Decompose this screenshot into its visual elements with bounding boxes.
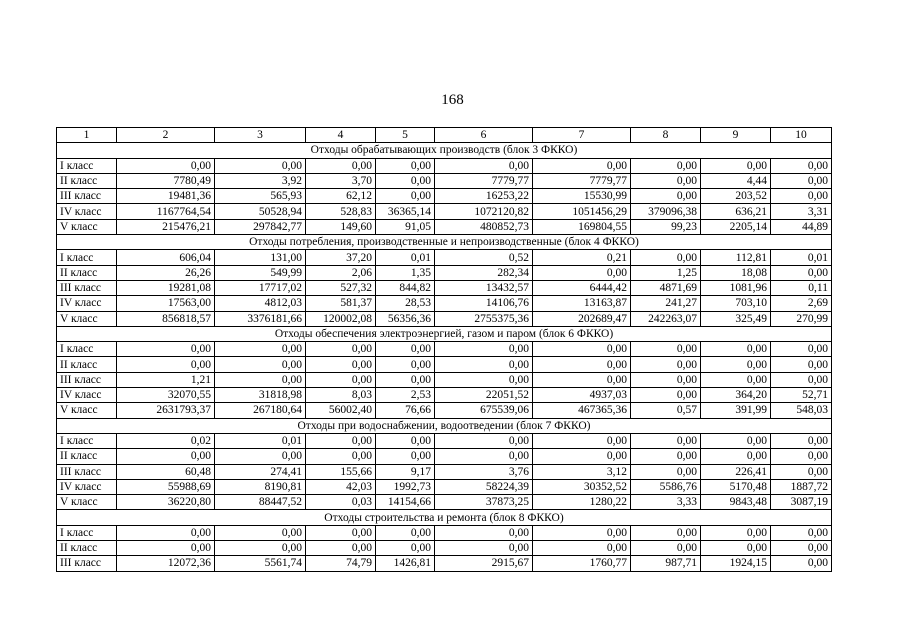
value-cell: 0,00 [215,158,306,173]
value-cell: 0,00 [533,541,631,556]
hazard-class-cell: I класс [57,433,117,448]
value-cell: 60,48 [117,464,215,479]
value-cell: 3376181,66 [215,311,306,326]
value-cell: 2,53 [376,388,435,403]
value-cell: 226,41 [701,464,771,479]
value-cell: 528,83 [306,204,376,219]
value-cell: 76,66 [376,403,435,418]
hazard-class-cell: II класс [57,357,117,372]
value-cell: 480852,73 [435,219,533,234]
column-header: 10 [771,128,832,143]
value-cell: 1072120,82 [435,204,533,219]
value-cell: 88447,52 [215,495,306,510]
value-cell: 7779,77 [533,173,631,188]
hazard-class-cell: II класс [57,541,117,556]
section-title: Отходы при водоснабжении, водоотведении (блок 7 ФККО) [57,418,832,433]
value-cell: 12072,36 [117,556,215,571]
value-cell: 0,00 [435,342,533,357]
value-cell: 0,00 [215,357,306,372]
value-cell: 581,37 [306,296,376,311]
value-cell: 3,33 [631,495,701,510]
value-cell: 0,00 [376,173,435,188]
value-cell: 0,00 [306,357,376,372]
value-cell: 99,23 [631,219,701,234]
value-cell: 636,21 [701,204,771,219]
value-cell: 0,01 [376,250,435,265]
value-cell: 267180,64 [215,403,306,418]
value-cell: 15530,99 [533,189,631,204]
section-title: Отходы потребления, производственные и непроизводственные (блок 4 ФККО) [57,235,832,250]
value-cell: 5561,74 [215,556,306,571]
value-cell: 0,00 [701,433,771,448]
value-cell: 112,81 [701,250,771,265]
value-cell: 0,00 [701,449,771,464]
value-cell: 215476,21 [117,219,215,234]
value-cell: 55988,69 [117,479,215,494]
value-cell: 1924,15 [701,556,771,571]
table-row [57,357,832,372]
value-cell: 0,00 [215,541,306,556]
value-cell: 0,00 [376,357,435,372]
value-cell: 42,03 [306,479,376,494]
table-row [57,464,832,479]
value-cell: 0,00 [306,342,376,357]
value-cell: 0,21 [533,250,631,265]
value-cell: 32070,55 [117,388,215,403]
value-cell: 17563,00 [117,296,215,311]
value-cell: 2631793,37 [117,403,215,418]
value-cell: 0,00 [771,342,832,357]
value-cell: 0,00 [771,372,832,387]
value-cell: 0,00 [117,449,215,464]
value-cell: 0,00 [771,525,832,540]
value-cell: 120002,08 [306,311,376,326]
value-cell: 527,32 [306,280,376,295]
table-row [57,158,832,173]
value-cell: 0,00 [533,433,631,448]
table-row [57,388,832,403]
value-cell: 0,00 [771,189,832,204]
value-cell: 2915,67 [435,556,533,571]
value-cell: 1426,81 [376,556,435,571]
value-cell: 0,01 [215,433,306,448]
value-cell: 241,27 [631,296,701,311]
table-row [57,342,832,357]
section-header-row [57,326,832,341]
value-cell: 18,08 [701,265,771,280]
value-cell: 0,00 [771,173,832,188]
value-cell: 0,00 [376,449,435,464]
value-cell: 62,12 [306,189,376,204]
value-cell: 987,71 [631,556,701,571]
value-cell: 548,03 [771,403,832,418]
value-cell: 56356,36 [376,311,435,326]
value-cell: 3,70 [306,173,376,188]
value-cell: 203,52 [701,189,771,204]
value-cell: 131,00 [215,250,306,265]
value-cell: 2755375,36 [435,311,533,326]
value-cell: 0,00 [376,342,435,357]
value-cell: 3,76 [435,464,533,479]
hazard-class-cell: IV класс [57,388,117,403]
value-cell: 0,00 [306,372,376,387]
value-cell: 0,00 [117,357,215,372]
value-cell: 0,00 [771,541,832,556]
value-cell: 4871,69 [631,280,701,295]
value-cell: 242263,07 [631,311,701,326]
table-row [57,250,832,265]
table-row [57,541,832,556]
hazard-class-cell: III класс [57,464,117,479]
value-cell: 0,11 [771,280,832,295]
value-cell: 0,00 [376,525,435,540]
value-cell: 1,35 [376,265,435,280]
value-cell: 58224,39 [435,479,533,494]
value-cell: 0,00 [435,525,533,540]
table-row [57,449,832,464]
table-body [57,128,832,572]
value-cell: 28,53 [376,296,435,311]
table-row [57,403,832,418]
column-header: 5 [376,128,435,143]
value-cell: 9,17 [376,464,435,479]
value-cell: 1,25 [631,265,701,280]
table-row [57,311,832,326]
value-cell: 0,00 [701,357,771,372]
value-cell: 1167764,54 [117,204,215,219]
column-header: 8 [631,128,701,143]
value-cell: 17717,02 [215,280,306,295]
value-cell: 0,00 [435,357,533,372]
value-cell: 0,00 [533,265,631,280]
value-cell: 0,00 [771,433,832,448]
value-cell: 36365,14 [376,204,435,219]
value-cell: 549,99 [215,265,306,280]
column-header: 4 [306,128,376,143]
value-cell: 44,89 [771,219,832,234]
table-row [57,296,832,311]
value-cell: 1051456,29 [533,204,631,219]
value-cell: 0,00 [631,464,701,479]
value-cell: 155,66 [306,464,376,479]
table-row [57,204,832,219]
value-cell: 0,52 [435,250,533,265]
value-cell: 0,00 [631,372,701,387]
value-cell: 0,00 [435,158,533,173]
value-cell: 2,06 [306,265,376,280]
value-cell: 0,00 [701,541,771,556]
value-cell: 0,00 [631,525,701,540]
value-cell: 0,00 [701,158,771,173]
value-cell: 0,00 [631,433,701,448]
column-header: 7 [533,128,631,143]
value-cell: 0,00 [631,357,701,372]
value-cell: 0,57 [631,403,701,418]
value-cell: 3087,19 [771,495,832,510]
value-cell: 19281,08 [117,280,215,295]
value-cell: 37873,25 [435,495,533,510]
value-cell: 74,79 [306,556,376,571]
value-cell: 0,00 [435,541,533,556]
value-cell: 0,00 [533,158,631,173]
section-header-row [57,143,832,158]
section-title: Отходы строительства и ремонта (блок 8 ФККО) [57,510,832,525]
table-row [57,495,832,510]
value-cell: 0,00 [435,372,533,387]
column-header: 9 [701,128,771,143]
value-cell: 379096,38 [631,204,701,219]
value-cell: 13432,57 [435,280,533,295]
value-cell: 0,00 [631,449,701,464]
value-cell: 0,00 [376,541,435,556]
value-cell: 856818,57 [117,311,215,326]
value-cell: 3,31 [771,204,832,219]
value-cell: 0,00 [533,449,631,464]
column-header: 6 [435,128,533,143]
hazard-class-cell: II класс [57,173,117,188]
value-cell: 1760,77 [533,556,631,571]
value-cell: 0,00 [771,158,832,173]
value-cell: 0,00 [631,250,701,265]
value-cell: 0,00 [376,433,435,448]
value-cell: 5170,48 [701,479,771,494]
column-header-row [57,128,832,143]
hazard-class-cell: III класс [57,556,117,571]
value-cell: 31818,98 [215,388,306,403]
value-cell: 364,20 [701,388,771,403]
value-cell: 149,60 [306,219,376,234]
value-cell: 4,44 [701,173,771,188]
hazard-class-cell: II класс [57,449,117,464]
value-cell: 0,00 [376,372,435,387]
value-cell: 270,99 [771,311,832,326]
value-cell: 36220,80 [117,495,215,510]
value-cell: 467365,36 [533,403,631,418]
value-cell: 0,02 [117,433,215,448]
value-cell: 0,00 [117,541,215,556]
value-cell: 4812,03 [215,296,306,311]
hazard-class-cell: I класс [57,250,117,265]
table-row [57,433,832,448]
value-cell: 274,41 [215,464,306,479]
value-cell: 0,00 [701,342,771,357]
value-cell: 0,00 [215,449,306,464]
section-header-row [57,235,832,250]
value-cell: 0,00 [771,265,832,280]
value-cell: 0,00 [631,158,701,173]
value-cell: 297842,77 [215,219,306,234]
section-title: Отходы обеспечения электроэнергией, газом и паром (блок 6 ФККО) [57,326,832,341]
value-cell: 0,00 [215,342,306,357]
value-cell: 1992,73 [376,479,435,494]
value-cell: 0,01 [771,250,832,265]
value-cell: 0,00 [117,525,215,540]
value-cell: 1081,96 [701,280,771,295]
value-cell: 56002,40 [306,403,376,418]
value-cell: 13163,87 [533,296,631,311]
value-cell: 9843,48 [701,495,771,510]
value-cell: 202689,47 [533,311,631,326]
value-cell: 4937,03 [533,388,631,403]
table-row [57,479,832,494]
value-cell: 7780,49 [117,173,215,188]
value-cell: 675539,06 [435,403,533,418]
value-cell: 22051,52 [435,388,533,403]
value-cell: 0,00 [376,158,435,173]
value-cell: 844,82 [376,280,435,295]
table-row [57,372,832,387]
value-cell: 0,00 [631,342,701,357]
value-cell: 91,05 [376,219,435,234]
value-cell: 0,00 [533,372,631,387]
value-cell: 0,00 [631,388,701,403]
hazard-class-cell: I класс [57,525,117,540]
value-cell: 1887,72 [771,479,832,494]
table-row [57,173,832,188]
value-cell: 325,49 [701,311,771,326]
waste-table [56,127,832,572]
value-cell: 0,00 [533,342,631,357]
value-cell: 0,00 [435,449,533,464]
hazard-class-cell: I класс [57,158,117,173]
value-cell: 0,00 [701,525,771,540]
section-title: Отходы обрабатывающих производств (блок 3 ФККО) [57,143,832,158]
value-cell: 0,00 [306,433,376,448]
value-cell: 0,00 [306,158,376,173]
value-cell: 0,00 [215,525,306,540]
value-cell: 14154,66 [376,495,435,510]
value-cell: 2205,14 [701,219,771,234]
section-header-row [57,418,832,433]
value-cell: 0,00 [771,464,832,479]
value-cell: 1280,22 [533,495,631,510]
value-cell: 0,00 [631,173,701,188]
hazard-class-cell: II класс [57,265,117,280]
value-cell: 1,21 [117,372,215,387]
value-cell: 0,00 [533,525,631,540]
value-cell: 0,00 [701,372,771,387]
hazard-class-cell: III класс [57,189,117,204]
hazard-class-cell: V класс [57,311,117,326]
value-cell: 37,20 [306,250,376,265]
value-cell: 0,00 [306,541,376,556]
table-row [57,556,832,571]
hazard-class-cell: I класс [57,342,117,357]
value-cell: 0,00 [771,357,832,372]
hazard-class-cell: III класс [57,372,117,387]
value-cell: 703,10 [701,296,771,311]
value-cell: 19481,36 [117,189,215,204]
hazard-class-cell: V класс [57,495,117,510]
value-cell: 282,34 [435,265,533,280]
value-cell: 7779,77 [435,173,533,188]
hazard-class-cell: V класс [57,219,117,234]
value-cell: 169804,55 [533,219,631,234]
value-cell: 50528,94 [215,204,306,219]
value-cell: 0,00 [117,342,215,357]
table-row [57,189,832,204]
value-cell: 16253,22 [435,189,533,204]
value-cell: 0,00 [631,189,701,204]
hazard-class-cell: III класс [57,280,117,295]
value-cell: 0,03 [306,495,376,510]
value-cell: 14106,76 [435,296,533,311]
value-cell: 6444,42 [533,280,631,295]
table-row [57,280,832,295]
hazard-class-cell: IV класс [57,479,117,494]
value-cell: 0,00 [533,357,631,372]
table-row [57,265,832,280]
value-cell: 3,92 [215,173,306,188]
value-cell: 0,00 [435,433,533,448]
value-cell: 30352,52 [533,479,631,494]
column-header: 2 [117,128,215,143]
column-header: 1 [57,128,117,143]
value-cell: 0,00 [376,189,435,204]
table-row [57,219,832,234]
value-cell: 2,69 [771,296,832,311]
value-cell: 0,00 [117,158,215,173]
hazard-class-cell: IV класс [57,204,117,219]
value-cell: 391,99 [701,403,771,418]
hazard-class-cell: V класс [57,403,117,418]
column-header: 3 [215,128,306,143]
page-number: 168 [441,92,464,108]
value-cell: 52,71 [771,388,832,403]
hazard-class-cell: IV класс [57,296,117,311]
value-cell: 0,00 [631,541,701,556]
value-cell: 26,26 [117,265,215,280]
value-cell: 8190,81 [215,479,306,494]
table-row [57,525,832,540]
value-cell: 606,04 [117,250,215,265]
value-cell: 565,93 [215,189,306,204]
value-cell: 0,00 [306,449,376,464]
value-cell: 8,03 [306,388,376,403]
value-cell: 0,00 [771,449,832,464]
value-cell: 5586,76 [631,479,701,494]
value-cell: 0,00 [215,372,306,387]
value-cell: 0,00 [306,525,376,540]
value-cell: 0,00 [771,556,832,571]
section-header-row [57,510,832,525]
value-cell: 3,12 [533,464,631,479]
